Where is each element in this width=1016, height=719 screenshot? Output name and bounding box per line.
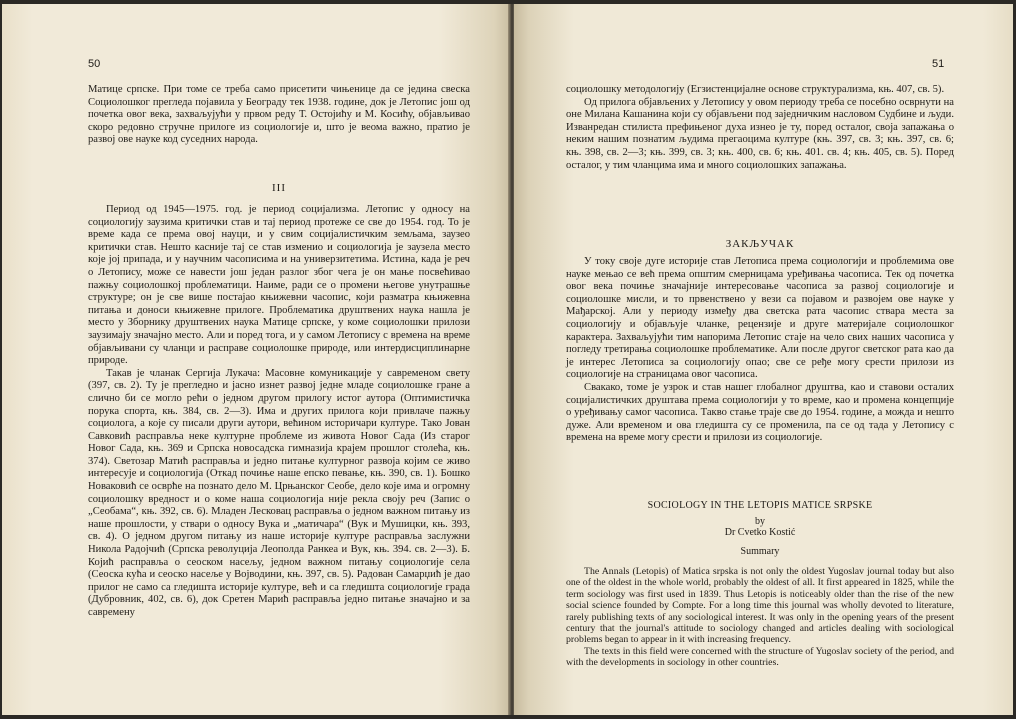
paragraph: The Annals (Letopis) of Matica srpska is not only the oldest Yugoslav journal today but also one of the oldest in the whole world, probably the oldest of all. It first appeared in 1825, while the term sociology was first used in 1839. Thus Letopis is noticeably older than the rise of the new social science founded by Compte. For a long time this journal was wholly devoted to literature, rarely publishing texts of any sociological interest. It was only in the opening years of the present century that the journal's attitude to sociology changed and articles dealing with sociological problems began to appear in it with increasing frequency. xyxy=(566,566,954,646)
summary-body xyxy=(566,566,954,669)
paragraph: Од прилога објављених у Летопису у овом периоду треба се посебно осврнути на оне Милана Кашанина који су објављени под заједничким насловом Судбине и људи. Изванредан стилиста префињеног духа изнео је ту, поред осталог, своја запажања о неким нашим познатим људима прегаоцима културе (књ. 397, св. 3; књ. 397, св. 6; књ. 398, св. 2—3; књ. 399, св. 3; књ. 400, св. 6; књ. 401. св. 4; књ. 405, св. 5). Поред осталог, у тим чланцима има и много социолошких запажања. xyxy=(566,96,954,171)
paragraph-intro xyxy=(88,84,470,147)
paragraph: Матице српске. При томе се треба само присетити чињенице да се једина свеска Социолошког прегледа појавила у Београду тек 1938. године, док је Летопис још од почетка овог века, захваљујући у првом реду Т. Остојићу и М. Косићу, објављивао скоро редовно стручне прилоге из социологије и, што је веома важно, пратио је развој ове науке код суседних народа. xyxy=(88,84,470,146)
paragraph: Свакако, томе је узрок и став нашег глобалног друштва, као и ставови осталих социјалистичких друштава према социологији у то време, као и промена концепције о уређивању самог часописа. Такво стање траје све до 1954. године, а можда и нешто дуже. Али временом и ова гледишта су се променила, па се од тада у Летопису с времена на време могу срести и прилози из социологије. xyxy=(566,381,954,444)
page-number: 51 xyxy=(932,58,945,70)
conclusion-body xyxy=(566,256,954,445)
paragraph: У току своје дуге историје став Летописа према социологији и проблемима ове науке мењао се већ према општим смерницама уређивања часописа. Тек од почетка овог века почиње значајније интересовање часописа за развој социологије и социолошке мисли, и то првенствено у вези са појавом и развојем ове науке у Мађарској. Али у периоду између два светска рата часопис ствара места за социологију и објављује чланке, рецензије и друге материјале социолошког карактера. Захваљујући тим напорима Летопис стаје на чело свих наших часописа у погледу третирања социолошке проблематике. Али после другог светског рата као да је интерес Летописа за социологију опао; све се ређе могу срести прилози из социологије на страницама овог часописа. xyxy=(566,256,954,381)
paragraph-continued xyxy=(566,84,954,172)
paragraph: социолошку методологију (Егзистенцијалне основе структурализма, књ. 407, св. 5). xyxy=(566,84,945,95)
section-body xyxy=(88,204,470,620)
conclusion-heading: ЗАКЉУЧАК xyxy=(725,238,795,250)
paragraph: Такав је чланак Сергија Лукача: Масовне комуникације у савременом свету (397, св. 2). Ту је прегледно и јасно изнет развој једне младе социолошке гране а слично би се могло рећи о једном другом прилогу истог аутора (Оптимистичка порука спорта, књ. 384, св. 2—3). Има и других прилога који привлаче пажњу социолога, а које су писали други аутори, већином историчари културе. Тако Јован Савковић расправља неке културне проблеме из живота Новог Сада (Из старог Новог Сада, књ. 369 и Српска новосадска гимназија крајем прошлог столећа, књ. 374). Светозар Матић расправља и једно питање културног развоја којим се живо интересује и социологија (Откад почиње наше епско певање, књ. 390, св. 1). Бошко Новаковић се осврће на познато дело М. Црњанског Сеобе, дело које има и огромну социолошку вредност и о коме наша социологија није рекла своју реч (Запис о „Сеобама“, књ. 392, св. 6). Младен Лесковац расправља о једном важном питању из наше прошлости, у ствари о односу Вука и „матичара“ (Вук и Мушицки, књ. 393, св. 4). О једном другом питању из наше историје културе расправља заслужни Никола Радојчић (Српска револуција Леополда Ранкеа и Вук, књ. 394. св. 2—3). Б. Којић расправља о сеоском насељу, једном важном питању социологије села (Сеоска кућа и сеоско насеље у Војводини, књ. 397, св. 5). Радован Самарџић је дао прилог не само са гледишта историје културе, већ и са гледишта социологије града (Дубровник, 402, св. 6), док Сретен Марић расправља једно питање значајно и за савремену xyxy=(88,367,470,618)
paragraph: The texts in this field were concerned with the structure of Yugoslav society of the period, and with the developments in sociology in other countries. xyxy=(566,645,954,669)
left-page xyxy=(2,4,510,715)
paragraph: Период од 1945—1975. год. је период социјализма. Летопис у односу на социологију заузима критички став и тај период протеже се све до 1954. год. То је време када се према овој науци, и у свим социјалистичким земљама, заузео критички став. Нешто касније тај се став изменио и социологија је заузела место које јој припада, и у научним часописима и на универзитетима. Истина, када је реч о Летопису, може се навести још један разлог због чега је он мање посвећивао пажњу социолошкој проблематици. Наиме, ради се о промени његове унутрашње структуре; он је све више постајао књижевни часопис, који разматра књижевна питања и доноси књижевне прилоге. Проблематика друштвених наука нашла је место у Зборнику друштвених наука Матице српске, у коме социолошки прилози заузимају значајно место. Али и поред тога, и у самом Летопису с времена на време објављивани су чланци и расправе социолошке природе, или интердисциплинарне природе. xyxy=(88,204,470,367)
summary-label: Summary xyxy=(740,546,780,557)
summary-author: Dr Cvetko Kostić xyxy=(724,527,796,538)
right-page xyxy=(514,4,1013,715)
page-number: 50 xyxy=(88,58,101,70)
section-heading: III xyxy=(272,182,286,194)
summary-by: by xyxy=(755,516,765,527)
summary-title: SOCIOLOGY IN THE LETOPIS MATICE SRPSKE xyxy=(647,500,873,511)
